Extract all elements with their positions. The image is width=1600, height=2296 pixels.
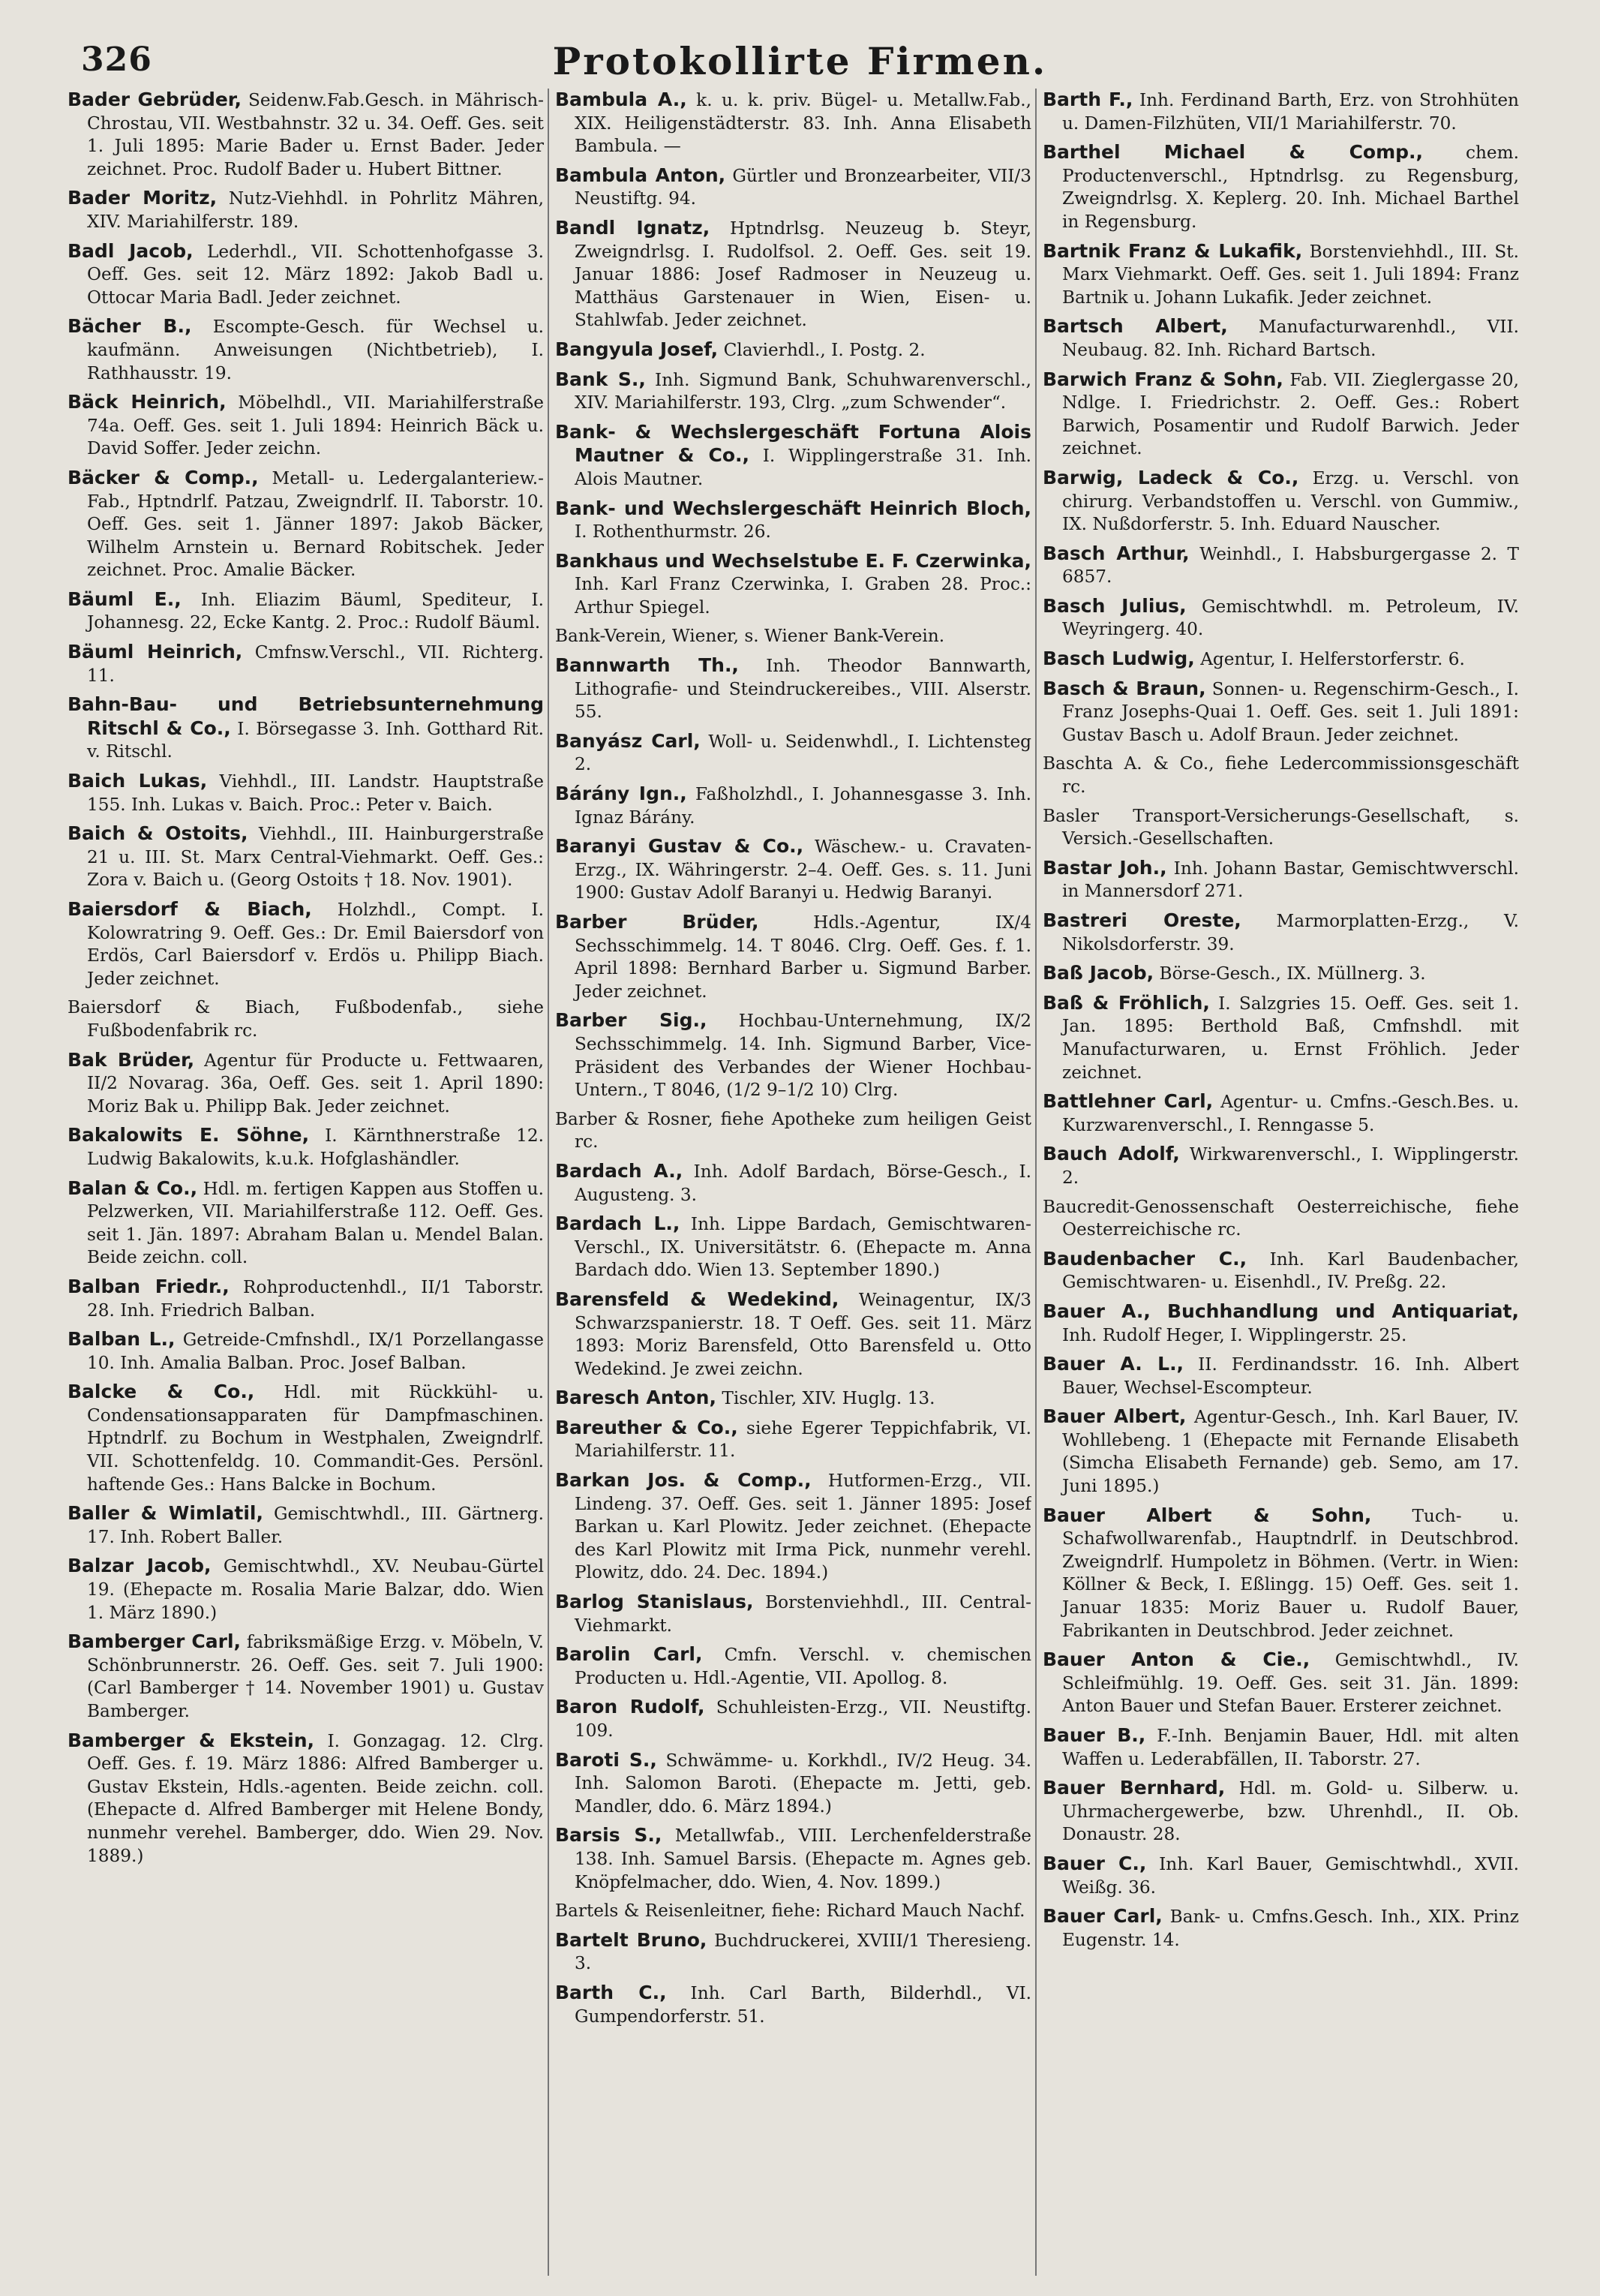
firm-entry: [1043, 1504, 1519, 1643]
firm-details: Gemischtwhdl., XV. Neubau-Gürtel 19. (Ehepacte m. Rosalia Marie Balzar, ddo. Wien 1. März 1890.): [87, 1556, 544, 1623]
firm-details: Hdls.-Agentur, IX/4 Sechsschimmelg. 14. T 8046. Clrg. Oeff. Ges. f. 1. April 1898: Bernhard Barber u. Sigmund Barber. Jeder zeichnet.: [575, 912, 1031, 1002]
firm-name: Bamberger & Ekstein,: [68, 1729, 315, 1751]
firm-name: Bauer Albert & Sohn,: [1043, 1504, 1372, 1526]
page-header: [0, 29, 1600, 89]
firm-details: siehe Egerer Teppichfabrik, VI. Mariahilferstr. 11.: [575, 1417, 1031, 1462]
page-number: 326: [81, 41, 152, 79]
firm-entry: [68, 391, 544, 461]
firm-name: Barber Sig.,: [555, 1009, 707, 1032]
firm-name: Balan & Co.,: [68, 1177, 198, 1199]
firm-entry: [68, 1177, 544, 1270]
firm-name: Balzar Jacob,: [68, 1555, 212, 1577]
firm-details: Gemischtwhdl., III. Gärtnerg. 17. Inh. Robert Baller.: [87, 1504, 544, 1547]
firm-entry: [1043, 1853, 1519, 1899]
firm-entry: [68, 467, 544, 582]
firm-name: Bauch Adolf,: [1043, 1143, 1180, 1165]
firm-entry: [1043, 141, 1519, 233]
firm-entry: [555, 1108, 1031, 1154]
firm-details: Weinhdl., I. Habsburgergasse 2. T 6857.: [1062, 543, 1519, 588]
firm-details: Börse-Gesch., IX. Müllnerg. 3.: [1159, 963, 1426, 984]
firm-name: Balcke & Co.,: [68, 1381, 255, 1403]
firm-details: Wäschew.- u. Cravaten-Erzg., IX. Währingerstr. 2–4. Oeff. Ges. s. 11. Juni 1900: Gustav Adolf Baranyi u. Hedwig Baranyi.: [575, 837, 1031, 903]
firm-name: Bamberger Carl,: [68, 1630, 242, 1653]
firm-name: Bauer Albert,: [1043, 1405, 1187, 1428]
firm-name: Basch Arthur,: [1043, 542, 1190, 564]
firm-name: Barensfeld & Wedekind,: [555, 1288, 839, 1310]
firm-name: Bambula A.,: [555, 89, 687, 110]
firm-name: Bahn-Bau- und Betriebsunternehmung Ritschl & Co.,: [68, 693, 544, 739]
firm-details: I. Salzgries 15. Oeff. Ges. seit 1. Jan. 1895: Berthold Baß, Cmfnshdl. mit Manufacturwaren, u. Ernst Fröhlich. Jeder zeichnet.: [1062, 993, 1519, 1083]
firm-name: Bauer Carl,: [1043, 1905, 1163, 1928]
firm-details: Gemischtwhdl. m. Petroleum, IV. Weyringerg. 40.: [1062, 596, 1519, 640]
firm-name: Bauer A. L.,: [1043, 1353, 1184, 1375]
firm-entry: [555, 1929, 1031, 1976]
firm-name: Bäck Heinrich,: [68, 391, 227, 413]
firm-name: Baller & Wimlatil,: [68, 1502, 263, 1525]
firm-name: Baiersdorf & Biach,: [68, 898, 312, 920]
firm-details: Hochbau-Unternehmung, IX/2 Sechsschimmelg. 14. Inh. Sigmund Barber, Vice-Präsident des Verbandes der Wiener Hochbau-Untern., T 8046, (1/2 9–1/2 10) Clrg.: [575, 1011, 1031, 1101]
column-divider: [548, 89, 549, 2276]
firm-details: I. Wipplingerstraße 31. Inh. Alois Mautner.: [575, 446, 1031, 489]
firm-name: Bastar Joh.,: [1043, 856, 1167, 879]
running-title: Protokollirte Firmen.: [552, 39, 1048, 83]
firm-details: Inh. Johann Bastar, Gemischtwverschl. in Mannersdorf 271.: [1062, 858, 1519, 902]
firm-entry: [555, 654, 1031, 724]
firm-entry: [1043, 753, 1519, 798]
firm-entry: [1043, 1905, 1519, 1952]
firm-name: Bakalowits E. Söhne,: [68, 1124, 310, 1146]
firm-name: Bauer C.,: [1043, 1852, 1147, 1874]
firm-entry: [555, 783, 1031, 829]
firm-name: Bauer B.,: [1043, 1724, 1146, 1746]
firm-entry: [68, 1124, 544, 1171]
firm-entry: [555, 550, 1031, 620]
firm-details: Möbelhdl., VII. Mariahilferstraße 74a. Oeff. Ges. seit 1. Juli 1894: Heinrich Bäck u. David Soffer. Jeder zeichn.: [87, 392, 544, 459]
firm-details: Manufacturwarenhdl., VII. Neubaug. 82. Inh. Richard Bartsch.: [1062, 317, 1519, 360]
firm-details: Baschta A. & Co., fiehe Ledercommissionsgeschäft rc.: [1043, 753, 1519, 798]
firm-entry: [555, 421, 1031, 491]
firm-name: Baresch Anton,: [555, 1387, 716, 1409]
firm-entry: [555, 730, 1031, 777]
firm-details: Cmfnsw.Verschl., VII. Richterg. 11.: [87, 642, 544, 686]
firm-entry: [68, 588, 544, 635]
firm-name: Bauer Anton & Cie.,: [1043, 1648, 1310, 1671]
firm-entry: [555, 1696, 1031, 1742]
column-1: [68, 89, 544, 2276]
firm-entry: [1043, 805, 1519, 851]
firm-details: Tischler, XIV. Huglg. 13.: [722, 1388, 935, 1409]
firm-details: Inh. Rudolf Heger, I. Wipplingerstr. 25.: [1062, 1324, 1407, 1345]
firm-name: Balban L.,: [68, 1328, 176, 1351]
firm-entry: [555, 1160, 1031, 1207]
firm-entry: [1043, 909, 1519, 956]
firm-name: Basch Ludwig,: [1043, 648, 1195, 670]
firm-name: Bader Moritz,: [68, 187, 218, 209]
firm-name: Baß & Fröhlich,: [1043, 991, 1210, 1014]
firm-name: Bauer A., Buchhandlung und Antiquariat,: [1043, 1300, 1519, 1322]
firm-name: Badl Jacob,: [68, 239, 194, 262]
firm-name: Barwig, Ladeck & Co.,: [1043, 466, 1299, 488]
firm-name: Baich & Ostoits,: [68, 822, 248, 845]
firm-details: Gemischtwhdl., IV. Schleifmühlg. 19. Oeff. Ges. seit 31. Jän. 1899: Anton Bauer und Stefan Bauer. Ersterer zeichnet.: [1062, 1650, 1519, 1717]
firm-entry: [68, 187, 544, 233]
firm-entry: [1043, 1724, 1519, 1771]
firm-entry: [555, 89, 1031, 158]
firm-details: fabriksmäßige Erzg. v. Möbeln, V. Schönbrunnerstr. 26. Oeff. Ges. seit 7. Juli 1900: (Carl Bamberger † 14. November 1901) u. Gustav Bamberger.: [87, 1632, 544, 1721]
firm-entry: [1043, 648, 1519, 672]
firm-name: Balban Friedr.,: [68, 1275, 230, 1297]
firm-name: Basch & Braun,: [1043, 677, 1206, 699]
firm-entry: [1043, 1405, 1519, 1498]
firm-details: Viehhdl., III. Hainburgerstraße 21 u. III. St. Marx Central-Viehmarkt. Oeff. Ges.: Zora v. Baich u. (Georg Ostoits † 18. Nov. 1901).: [87, 824, 544, 891]
firm-name: Barlog Stanislaus,: [555, 1591, 754, 1613]
firm-name: Bardach A.,: [555, 1159, 683, 1182]
firm-name: Bäcker & Comp.,: [68, 466, 259, 488]
firm-name: Bannwarth Th.,: [555, 654, 739, 677]
firm-details: Rohproductenhdl., II/1 Taborstr. 28. Inh. Friedrich Balban.: [87, 1276, 544, 1321]
firm-entry: [555, 1591, 1031, 1637]
firm-details: Baiersdorf & Biach, Fußbodenfab., siehe Fußbodenfabrik rc.: [68, 997, 544, 1041]
firm-name: Barwich Franz & Sohn,: [1043, 368, 1283, 390]
firm-details: chem. Productenverschl., Hptndrlsg. zu Regensburg, Zweigndrlsg. X. Keplerg. 20. Inh. Michael Barthel in Regensburg.: [1062, 143, 1519, 232]
firm-entry: [555, 1469, 1031, 1585]
firm-details: Inh. Karl Bauer, Gemischtwhdl., XVII. Weißg. 36.: [1062, 1853, 1519, 1898]
firm-entry: [555, 497, 1031, 544]
firm-details: Agentur-Gesch., Inh. Karl Bauer, IV. Wohllebeng. 1 (Ehepacte mit Fernande Elisabeth (Simcha Elisabeth Fernande) geb. Semo, am 17. Juni 1895.): [1062, 1407, 1519, 1497]
firm-details: Borstenviehhdl., III. St. Marx Viehmarkt. Oeff. Ges. seit 1. Juli 1894: Franz Bartnik u. Johann Lukafik. Jeder zeichnet.: [1062, 241, 1519, 308]
firm-entry: [68, 1381, 544, 1496]
firm-entry: [1043, 368, 1519, 461]
column-divider: [1035, 89, 1037, 2276]
firm-details: Holzhdl., Compt. I. Kolowratring 9. Oeff. Ges.: Dr. Emil Baiersdorf von Erdös, Carl Baiersdorf v. Erdös u. Philipp Biach. Jeder zeichnet.: [87, 900, 544, 989]
firm-name: Bächer B.,: [68, 315, 192, 338]
firm-entry: [555, 1387, 1031, 1411]
firm-name: Bartnik Franz & Lukafik,: [1043, 239, 1303, 262]
firm-entry: [68, 996, 544, 1042]
firm-details: Lederhdl., VII. Schottenhofgasse 3. Oeff. Ges. seit 12. März 1892: Jakob Badl u. Ottocar Maria Badl. Jeder zeichnet.: [87, 241, 544, 308]
firm-details: Schwämme- u. Korkhdl., IV/2 Heug. 34. Inh. Salomon Baroti. (Ehepacte m. Jetti, geb. Mandler, ddo. 6. März 1894.): [575, 1750, 1031, 1817]
firm-details: Bartels & Reisenleitner, fiehe: Richard Mauch Nachf.: [555, 1901, 1025, 1922]
firm-entry: [555, 1417, 1031, 1463]
firm-details: Hdl. mit Rückkühl- u. Condensationsapparaten für Dampfmaschinen. Hptndrlf. zu Bochum in Westphalen, Zweigndrlf. VII. Schottenfeldg. 10. Commandit-Ges. Persönl. haftende Ges.: Hans Balcke in Bochum.: [87, 1382, 544, 1495]
firm-name: Bankhaus und Wechselstube E. F. Czerwinka,: [555, 549, 1031, 572]
firm-details: Weinagentur, IX/3 Schwarzspanierstr. 18. T Oeff. Ges. seit 11. März 1893: Moriz Barensfeld, Otto Barensfeld u. Otto Wedekind. Je zwei zeichn.: [575, 1289, 1031, 1379]
firm-details: k. u. k. priv. Bügel- u. Metallw.Fab., XIX. Heiligenstädterstr. 83. Inh. Anna Elisabeth Bambula. —: [575, 90, 1031, 157]
firm-entry: [1043, 467, 1519, 536]
firm-entry: [68, 1049, 544, 1119]
firm-entry: [555, 338, 1031, 362]
firm-details: Hptndrlsg. Neuzeug b. Steyr, Zweigndrlsg. I. Rudolfsol. 2. Oeff. Ges. seit 19. Januar 1886: Josef Radmoser in Neuzeug u. Matthäus Garstenauer in Wien, Eisen- u. Stahlwfab. Jeder zeichnet.: [575, 218, 1031, 331]
firm-details: Agentur- u. Cmfns.-Gesch.Bes. u. Kurzwarenverschl., I. Renngasse 5.: [1062, 1092, 1519, 1135]
firm-entry: [68, 1630, 544, 1723]
firm-name: Bareuther & Co.,: [555, 1416, 738, 1438]
firm-entry: [68, 315, 544, 385]
firm-details: Woll- u. Seidenwhdl., I. Lichtensteg 2.: [575, 731, 1031, 775]
firm-details: Inh. Karl Baudenbacher, Gemischtwaren- u. Eisenhdl., IV. Preßg. 22.: [1062, 1249, 1519, 1293]
firm-details: Fab. VII. Zieglergasse 20, Ndlge. I. Friedrichstr. 2. Oeff. Ges.: Robert Barwich, Posamentir und Rudolf Barwich. Jeder zeichnet.: [1062, 369, 1519, 459]
firm-details: Hdl. m. fertigen Kappen aus Stoffen u. Pelzwerken, VII. Mariahilferstraße 112. Oeff. Ges. seit 1. Jän. 1897: Abraham Balan u. Mendel Balan. Beide zeichn. coll.: [87, 1178, 544, 1268]
firm-details: Sonnen- u. Regenschirm-Gesch., I. Franz Josephs-Quai 1. Oeff. Ges. seit 1. Juli 1891: Gustav Basch u. Adolf Braun. Jeder zeichnet.: [1062, 678, 1519, 745]
firm-entry: [1043, 1777, 1519, 1847]
firm-details: Inh. Adolf Bardach, Börse-Gesch., I. Augusteng. 3.: [575, 1161, 1031, 1205]
firm-entry: [68, 89, 544, 181]
firm-name: Baich Lukas,: [68, 770, 208, 792]
firm-entry: [1043, 315, 1519, 362]
firm-entry: [1043, 1300, 1519, 1347]
firm-details: I. Börsegasse 3. Inh. Gotthard Rit. v. Ritschl.: [87, 718, 544, 762]
firm-details: Basler Transport-Versicherungs-Gesellschaft, s. Versich.-Gesellschaften.: [1043, 805, 1519, 849]
firm-details: Bank- u. Cmfns.Gesch. Inh., XIX. Prinz Eugenstr. 14.: [1062, 1907, 1519, 1950]
firm-name: Bangyula Josef,: [555, 338, 719, 360]
firm-name: Bak Brüder,: [68, 1048, 195, 1071]
firm-entry: [68, 693, 544, 764]
firm-entry: [555, 1982, 1031, 2028]
firm-name: Barth C.,: [555, 1981, 667, 2003]
entry-columns: [68, 89, 1549, 2276]
firm-details: Hutformen-Erzg., VII. Lindeng. 37. Oeff. Ges. seit 1. Jänner 1895: Josef Barkan u. Karl Plowitz. Jeder zeichnet. (Ehepacte des Karl Plowitz mit Irma Pick, nunmehr verehl. Plowitz, ddo. 24. Dec. 1894.): [575, 1471, 1031, 1583]
firm-details: Baucredit-Genossenschaft Oesterreichische, fiehe Oesterreichische rc.: [1043, 1196, 1519, 1240]
firm-entry: [1043, 1248, 1519, 1294]
firm-entry: [555, 835, 1031, 905]
firm-entry: [1043, 89, 1519, 135]
firm-details: Inh. Lippe Bardach, Gemischtwaren-Verschl., IX. Universitätstr. 6. (Ehepacte m. Anna Bardach ddo. Wien 13. September 1890.): [575, 1214, 1031, 1281]
firm-entry: [1043, 542, 1519, 589]
firm-entry: [1043, 1090, 1519, 1137]
firm-details: Inh. Eliazim Bäuml, Spediteur, I. Johannesg. 22, Ecke Kantg. 2. Proc.: Rudolf Bäuml.: [87, 589, 544, 633]
firm-entry: [555, 368, 1031, 415]
firm-details: Inh. Ferdinand Barth, Erz. von Strohhüten u. Damen-Filzhüten, VII/1 Mariahilferstr. 70.: [1062, 90, 1519, 134]
firm-name: Baron Rudolf,: [555, 1696, 705, 1718]
firm-entry: [555, 1213, 1031, 1282]
firm-details: Gürtler und Bronzearbeiter, VII/3 Neustiftg. 94.: [575, 165, 1031, 209]
firm-details: Bank-Verein, Wiener, s. Wiener Bank-Verein.: [555, 626, 945, 647]
firm-details: Erzg. u. Verschl. von chirurg. Verbandstoffen u. Verschl. von Gummiw., IX. Nußdorferstr. 5. Inh. Eduard Nauscher.: [1062, 467, 1519, 535]
firm-entry: [1043, 962, 1519, 986]
firm-details: Schuhleisten-Erzg., VII. Neustiftg. 109.: [575, 1697, 1031, 1741]
firm-details: Metallwfab., VIII. Lerchenfelderstraße 138. Inh. Samuel Barsis. (Ehepacte m. Agnes geb. Knöpfelmacher, ddo. Wien, 4. Nov. 1899.): [575, 1826, 1031, 1892]
firm-details: Barber & Rosner, fiehe Apotheke zum heiligen Geist rc.: [555, 1108, 1031, 1153]
firm-details: I. Gonzagag. 12. Clrg. Oeff. Ges. f. 19. März 1886: Alfred Bamberger u. Gustav Ekstein, Hdls.-agenten. Beide zeichn. coll. (Ehepacte d. Alfred Bamberger mit Helene Bondy, nunmehr verehel. Bamberger, ddo. Wien 29. Nov. 1889.): [87, 1730, 544, 1866]
firm-entry: [68, 1328, 544, 1375]
firm-name: Barber Brüder,: [555, 911, 759, 933]
firm-details: Clavierhdl., I. Postg. 2.: [723, 339, 926, 360]
firm-name: Barkan Jos. & Comp.,: [555, 1469, 812, 1492]
firm-entry: [68, 770, 544, 816]
firm-name: Banyász Carl,: [555, 729, 701, 752]
firm-entry: [68, 641, 544, 687]
column-3: [1043, 89, 1519, 2276]
firm-details: Nutz-Viehhdl. in Pohrlitz Mähren, XIV. Mariahilferstr. 189.: [87, 188, 544, 232]
firm-name: Bartelt Bruno,: [555, 1928, 707, 1951]
firm-details: Inh. Karl Franz Czerwinka, I. Graben 28. Proc.: Arthur Spiegel.: [575, 574, 1031, 618]
firm-entry: [1043, 678, 1519, 747]
firm-details: Getreide-Cmfnshdl., IX/1 Porzellangasse 10. Inh. Amalia Balban. Proc. Josef Balban.: [87, 1330, 544, 1373]
firm-name: Bardach L.,: [555, 1213, 680, 1235]
firm-entry: [1043, 1353, 1519, 1399]
firm-name: Bank S.,: [555, 368, 646, 390]
firm-name: Baranyi Gustav & Co.,: [555, 835, 804, 858]
firm-name: Bandl Ignatz,: [555, 216, 710, 239]
firm-entry: [555, 164, 1031, 211]
firm-entry: [68, 898, 544, 990]
firm-entry: [555, 1288, 1031, 1381]
firm-entry: [68, 1555, 544, 1624]
firm-entry: [68, 1730, 544, 1868]
firm-name: Barolin Carl,: [555, 1643, 703, 1666]
firm-details: Faßholzhdl., I. Johannesgasse 3. Inh. Ignaz Bárány.: [575, 784, 1031, 828]
firm-name: Bastreri Oreste,: [1043, 909, 1241, 931]
firm-name: Baroti S.,: [555, 1748, 657, 1771]
firm-name: Battlehner Carl,: [1043, 1090, 1214, 1113]
firm-entry: [1043, 857, 1519, 903]
firm-details: Tuch- u. Schafwollwarenfab., Hauptndrlf. in Deutschbrod. Zweigndrlf. Humpoletz in Böhmen. (Vertr. in Wien: Köllner & Beck, I. Eßlingg. 15) Oeff. Ges. seit 1. Januar 1835: Moriz Bauer u. Rudolf Bauer, Fabrikanten in Deutschbrod. Jeder zeichnet.: [1062, 1505, 1519, 1641]
firm-details: Viehhdl., III. Landstr. Hauptstraße 155. Inh. Lukas v. Baich. Proc.: Peter v. Baich.: [87, 771, 544, 815]
firm-details: Marmorplatten-Erzg., V. Nikolsdorferstr. 39.: [1062, 911, 1519, 954]
firm-name: Bárány Ign.,: [555, 783, 687, 805]
firm-name: Bartsch Albert,: [1043, 315, 1228, 338]
firm-entry: [68, 240, 544, 310]
column-2: [555, 89, 1031, 2276]
firm-name: Baudenbacher C.,: [1043, 1247, 1247, 1270]
firm-entry: [555, 1749, 1031, 1819]
firm-entry: [68, 822, 544, 892]
firm-entry: [1043, 595, 1519, 642]
firm-entry: [555, 1009, 1031, 1101]
firm-details: Inh. Carl Barth, Bilderhdl., VI. Gumpendorferstr. 51.: [575, 1982, 1031, 2027]
firm-details: Agentur, I. Helferstorferstr. 6.: [1200, 649, 1465, 670]
firm-details: Hdl. m. Gold- u. Silberw. u. Uhrmachergewerbe, bzw. Uhrenhdl., II. Ob. Donaustr. 28.: [1062, 1778, 1519, 1845]
firm-details: Borstenviehhdl., III. Central-Viehmarkt.: [575, 1592, 1031, 1636]
firm-details: F.-Inh. Benjamin Bauer, Hdl. mit alten Waffen u. Lederabfällen, II. Taborstr. 27.: [1062, 1726, 1519, 1769]
firm-entry: [1043, 992, 1519, 1084]
firm-details: II. Ferdinandsstr. 16. Inh. Albert Bauer, Wechsel-Escompteur.: [1062, 1354, 1519, 1398]
firm-entry: [68, 1502, 544, 1549]
firm-details: I. Kärnthnerstraße 12. Ludwig Bakalowits, k.u.k. Hofglashändler.: [87, 1125, 544, 1169]
firm-name: Bank- und Wechslergeschäft Heinrich Bloch,: [555, 497, 1031, 519]
firm-name: Bauer Bernhard,: [1043, 1777, 1226, 1799]
firm-entry: [555, 911, 1031, 1003]
firm-entry: [555, 1900, 1031, 1923]
firm-details: Cmfn. Verschl. v. chemischen Producten u. Hdl.-Agentie, VII. Apollog. 8.: [575, 1645, 1031, 1688]
firm-details: I. Rothenthurmstr. 26.: [575, 521, 771, 542]
firm-entry: [1043, 1143, 1519, 1189]
firm-entry: [1043, 240, 1519, 310]
firm-name: Baß Jacob,: [1043, 962, 1154, 984]
firm-entry: [555, 625, 1031, 648]
firm-details: Inh. Theodor Bannwarth, Lithografie- und Steindruckereibes., VIII. Alserstr. 55.: [575, 656, 1031, 723]
firm-name: Basch Julius,: [1043, 594, 1187, 617]
firm-name: Barthel Michael & Comp.,: [1043, 141, 1424, 164]
firm-details: Buchdruckerei, XVIII/1 Theresieng. 3.: [575, 1930, 1031, 1974]
firm-name: Bäuml Heinrich,: [68, 641, 243, 663]
firm-details: Wirkwarenverschl., I. Wipplingerstr. 2.: [1062, 1144, 1519, 1188]
firm-name: Barth F.,: [1043, 89, 1133, 110]
firm-entry: [1043, 1648, 1519, 1718]
firm-name: Bambula Anton,: [555, 164, 726, 186]
firm-entry: [555, 217, 1031, 332]
firm-entry: [68, 1276, 544, 1322]
firm-entry: [1043, 1196, 1519, 1242]
firm-details: Agentur für Producte u. Fettwaaren, II/2 Novarag. 36a, Oeff. Ges. seit 1. April 1890: Moriz Bak u. Philipp Bak. Jeder zeichnet.: [87, 1050, 544, 1116]
firm-details: Escompte-Gesch. für Wechsel u. kaufmänn. Anweisungen (Nichtbetrieb), I. Rathhausstr. 19.: [87, 317, 544, 383]
firm-details: Inh. Sigmund Bank, Schuhwarenverschl., XIV. Mariahilferstr. 193, Clrg. „zum Schwender“.: [575, 369, 1031, 413]
firm-name: Bank- & Wechslergeschäft Fortuna Alois Mautner & Co.,: [555, 420, 1031, 467]
firm-details: Seidenw.Fab.Gesch. in Mährisch-Chrostau, VII. Westbahnstr. 32 u. 34. Oeff. Ges. seit 1. Juli 1895: Marie Bader u. Ernst Bader. Jeder zeichnet. Proc. Rudolf Bader u. Hubert Bittner.: [87, 90, 544, 179]
firm-details: Metall- u. Ledergalanteriew.-Fab., Hptndrlf. Patzau, Zweigndrlf. II. Taborstr. 10. Oeff. Ges. seit 1. Jänner 1897: Jakob Bäcker, Wilhelm Arnstein u. Bernard Robitschek. Jeder zeichnet. Proc. Amalie Bäcker.: [87, 467, 544, 581]
firm-name: Bäuml E.,: [68, 588, 182, 610]
firm-name: Barsis S.,: [555, 1824, 662, 1847]
firm-entry: [555, 1824, 1031, 1894]
firm-name: Bader Gebrüder,: [68, 89, 242, 110]
firm-entry: [555, 1643, 1031, 1690]
